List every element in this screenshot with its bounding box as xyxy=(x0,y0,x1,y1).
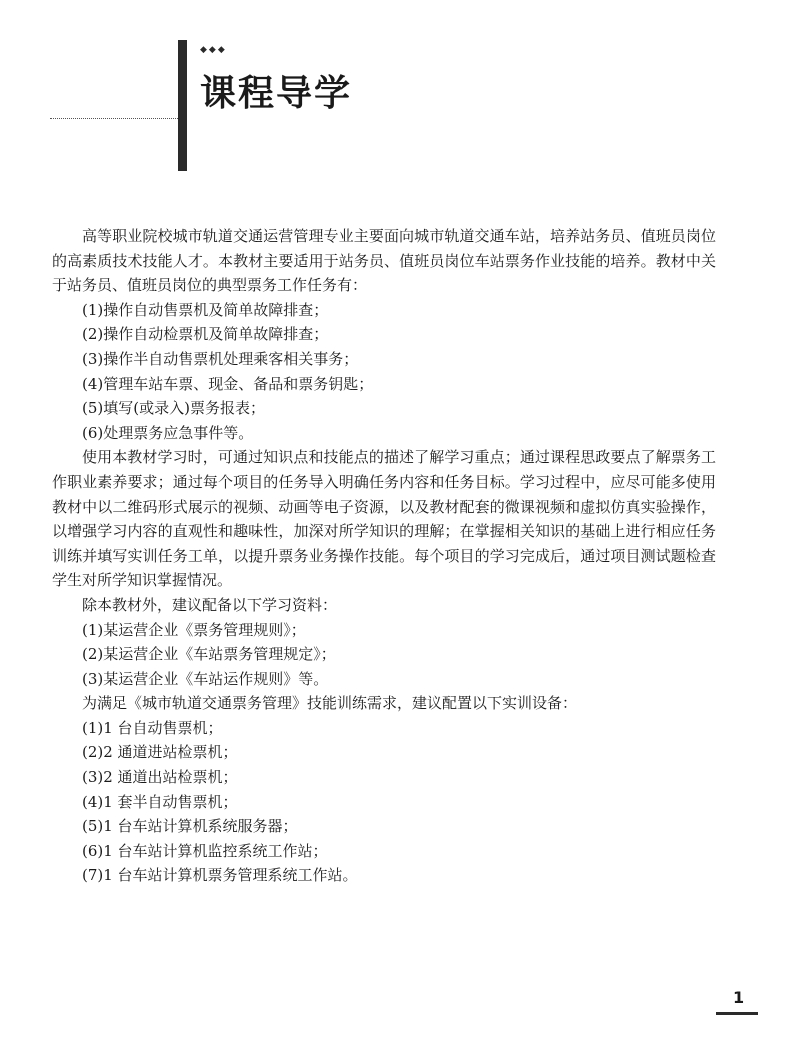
task-item: (1)操作自动售票机及简单故障排查； xyxy=(82,300,329,319)
task-item: (6)处理票务应急事件等。 xyxy=(82,423,254,442)
task-item: (3)操作半自动售票机处理乘客相关事务； xyxy=(82,349,359,368)
equipment-item: (1)1 台自动售票机； xyxy=(82,718,223,737)
equipment-item: (6)1 台车站计算机监控系统工作站； xyxy=(82,841,328,860)
equipment-heading: 为满足《城市轨道交通票务管理》技能训练需求，建议配置以下实训设备： xyxy=(82,694,578,713)
equipment-item: (2)2 通道进站检票机； xyxy=(82,743,238,762)
dotted-divider xyxy=(50,118,178,119)
equipment-item: (7)1 台车站计算机票务管理系统工作站。 xyxy=(82,866,358,885)
document-body xyxy=(52,224,716,888)
page-number-rule xyxy=(716,1012,758,1015)
usage-paragraph: 使用本教材学习时，可通过知识点和技能点的描述了解学习重点；通过课程思政要点了解票务工作职业素养要求；通过每个项目的任务导入明确任务内容和任务目标。学习过程中，应尽可能多使用教材中以二维码形式展示的视频、动画等电子资源，以及教材配套的微课视频和虚拟仿真实验操作，以增强学习内容的直观性和趣味性，加深对所学知识的理解；在掌握相关知识的基础上进行相应任务训练并填写实训任务工单，以提升票务业务操作技能。每个项目的学习完成后，通过项目测试题检查学生对所学知识掌握情况。 xyxy=(52,448,716,590)
diamond-ornament-icon: ◆◆◆ xyxy=(200,45,227,55)
material-item: (3)某运营企业《车站运作规则》等。 xyxy=(82,669,329,688)
page-title: 课程导学 xyxy=(200,73,353,114)
material-item: (1)某运营企业《票务管理规则》； xyxy=(82,620,306,639)
task-item: (2)操作自动检票机及简单故障排查； xyxy=(82,325,329,344)
task-item: (5)填写(或录入)票务报表； xyxy=(82,399,265,418)
equipment-item: (5)1 台车站计算机系统服务器； xyxy=(82,817,298,836)
title-accent-bar xyxy=(178,40,187,171)
material-item: (2)某运营企业《车站票务管理规定》； xyxy=(82,645,336,664)
intro-paragraph: 高等职业院校城市轨道交通运营管理专业主要面向城市轨道交通车站，培养站务员、值班员岗位的高素质技术技能人才。本教材主要适用于站务员、值班员岗位车站票务作业技能的培养。教材中关于站务员、值班员岗位的典型票务工作任务有： xyxy=(52,227,716,295)
materials-heading: 除本教材外，建议配备以下学习资料： xyxy=(82,595,338,614)
equipment-item: (4)1 套半自动售票机； xyxy=(82,792,238,811)
equipment-item: (3)2 通道出站检票机； xyxy=(82,768,238,787)
page-number: 1 xyxy=(733,988,745,1007)
task-item: (4)管理车站车票、现金、备品和票务钥匙； xyxy=(82,374,374,393)
